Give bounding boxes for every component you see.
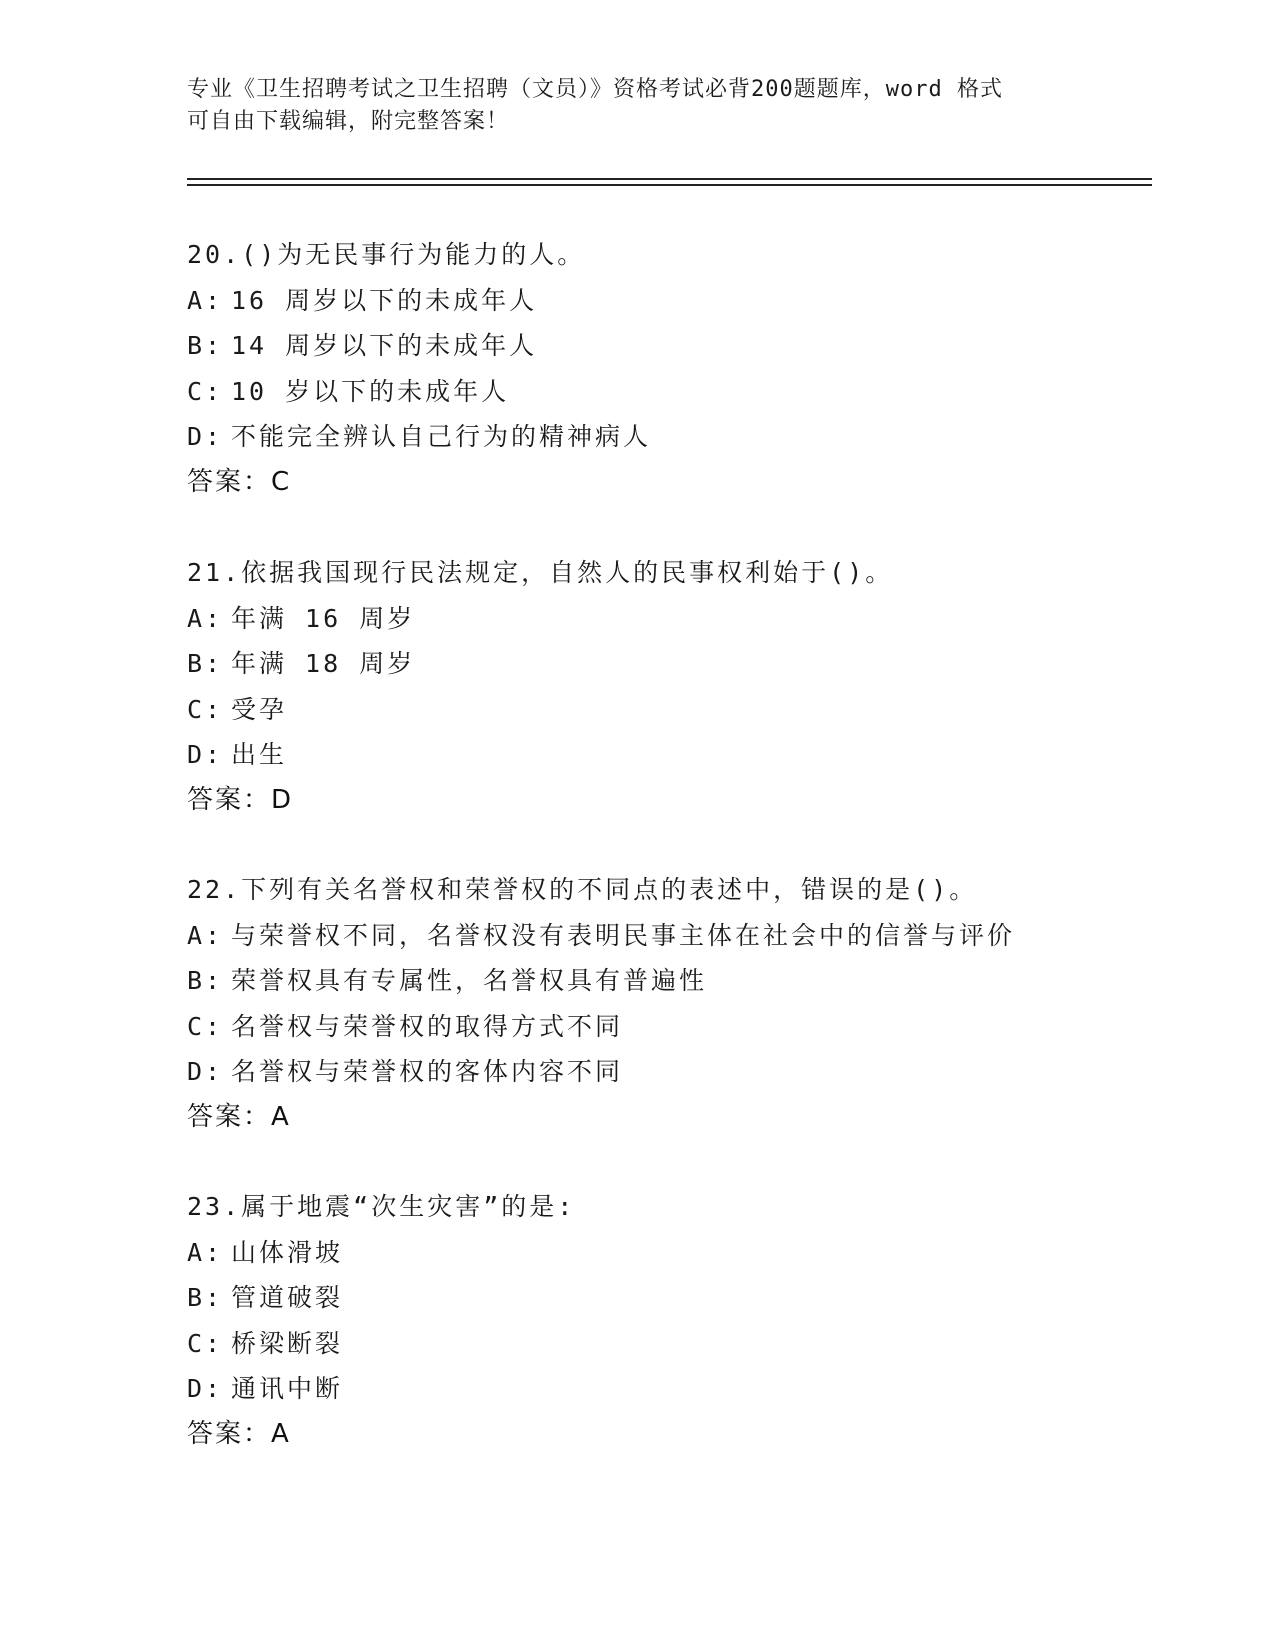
- header-divider-top: [187, 178, 1152, 180]
- option-text: 通讯中断: [231, 1374, 344, 1403]
- option-text: 年满 18 周岁: [231, 649, 416, 678]
- option-letter: B:: [187, 1283, 224, 1312]
- option-letter: A:: [187, 1237, 224, 1267]
- header-divider-bottom: [187, 184, 1152, 186]
- header-line-2: 可自由下载编辑，附完整答案！: [187, 109, 510, 134]
- option-letter: A:: [187, 920, 224, 950]
- answer-line: 答案：D: [187, 784, 294, 815]
- option-c: [187, 1321, 1087, 1367]
- option-text: 山体滑坡: [231, 1237, 344, 1267]
- option-d: [187, 732, 1087, 778]
- option-text: 10 岁以下的未成年人: [231, 376, 510, 406]
- option-letter: D:: [187, 740, 224, 769]
- option-letter: A:: [187, 603, 224, 633]
- option-b: [187, 641, 1087, 687]
- option-letter: C:: [187, 376, 224, 406]
- option-text: 名誉权与荣誉权的取得方式不同: [231, 1011, 624, 1041]
- header-line-1: 专业《卫生招聘考试之卫生招聘（文员）》资格考试必背200题题库，word 格式: [187, 77, 1003, 102]
- option-letter: D:: [187, 1057, 224, 1086]
- option-text: 出生: [231, 740, 288, 769]
- document-header: [187, 74, 1067, 138]
- option-d: [187, 1049, 1087, 1095]
- option-letter: C:: [187, 694, 224, 724]
- option-text: 管道破裂: [231, 1283, 344, 1312]
- answer-line: 答案：C: [187, 466, 292, 497]
- option-a: [187, 278, 1087, 324]
- question-stem: 21.依据我国现行民法规定，自然人的民事权利始于()。: [187, 558, 894, 587]
- option-letter: B:: [187, 966, 224, 995]
- option-c: [187, 1004, 1087, 1050]
- option-d: [187, 414, 1087, 460]
- option-letter: B:: [187, 331, 224, 360]
- option-letter: C:: [187, 1011, 224, 1041]
- option-c: [187, 369, 1087, 415]
- option-text: 14 周岁以下的未成年人: [231, 331, 538, 360]
- option-text: 不能完全辨认自己行为的精神病人: [231, 422, 652, 451]
- question-21: [187, 550, 1087, 823]
- question-20: [187, 232, 1087, 505]
- option-a: [187, 913, 1087, 959]
- option-b: [187, 1275, 1087, 1321]
- question-stem: 20.()为无民事行为能力的人。: [187, 240, 586, 269]
- option-d: [187, 1366, 1087, 1412]
- answer-line: 答案：A: [187, 1418, 291, 1449]
- option-text: 名誉权与荣誉权的客体内容不同: [231, 1057, 624, 1086]
- question-stem: 23.属于地震“次生灾害”的是:: [187, 1192, 576, 1221]
- option-text: 16 周岁以下的未成年人: [231, 285, 538, 315]
- option-letter: A:: [187, 285, 224, 315]
- option-letter: B:: [187, 649, 224, 678]
- option-a: [187, 1230, 1087, 1276]
- option-text: 年满 16 周岁: [231, 603, 416, 633]
- option-text: 与荣誉权不同，名誉权没有表明民事主体在社会中的信誉与评价: [231, 920, 1016, 950]
- option-b: [187, 323, 1087, 369]
- option-text: 受孕: [231, 694, 288, 724]
- option-letter: D:: [187, 422, 224, 451]
- question-23: [187, 1184, 1087, 1457]
- option-text: 荣誉权具有专属性，名誉权具有普遍性: [231, 966, 708, 995]
- answer-line: 答案：A: [187, 1101, 291, 1132]
- option-a: [187, 596, 1087, 642]
- option-text: 桥梁断裂: [231, 1328, 344, 1358]
- option-letter: C:: [187, 1328, 224, 1358]
- option-letter: D:: [187, 1374, 224, 1403]
- question-stem: 22.下列有关名誉权和荣誉权的不同点的表述中，错误的是()。: [187, 875, 978, 904]
- option-b: [187, 958, 1087, 1004]
- option-c: [187, 687, 1087, 733]
- question-22: [187, 867, 1087, 1140]
